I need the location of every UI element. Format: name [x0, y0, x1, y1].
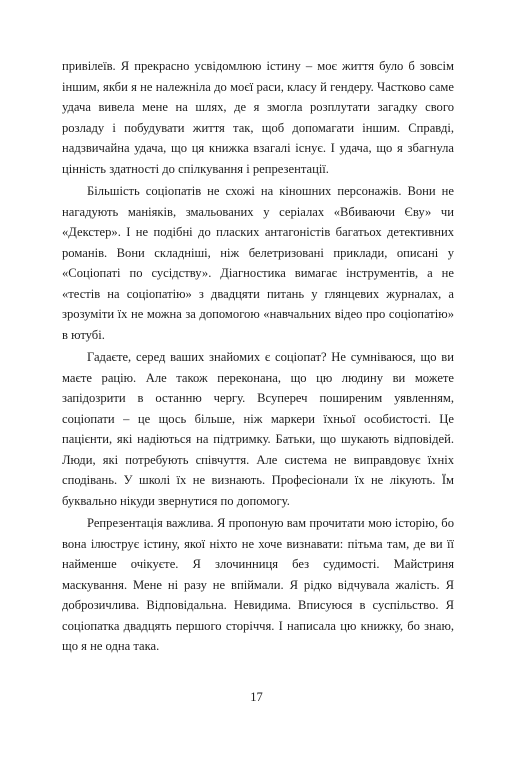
paragraph: Гадаєте, серед ваших знайомих є соціопат? Не сумніваюся, що ви маєте рацію. Але також переконана, що цю людину ви можете запідозрити в останню чергу. Всупереч поширеним уявленням, соціопати – це щось більше, ніж маркери їхньої особистості. Це пацієнти, які надіються на підтримку. Батьки, що шукають відповідей. Люди, які потребують співчуття. Але система не виправдовує їхніх сподівань. У школі їх не визнають. Професіонали їх не лікують. Їм буквально нікуди звернутися по допомогу.: [62, 350, 454, 508]
body-text: [62, 56, 454, 659]
paragraph: Репрезентація важлива. Я пропоную вам прочитати мою історію, бо вона ілюструє істину, якої ніхто не хоче визнавати: пітьма там, де ви її найменше очікуєте. Я злочинниця без судимості. Майстриня маскування. Мене ні разу не впіймали. Я рідко відчувала жалість. Я доброзичлива. Відповідальна. Невидима. Вписуюся в суспільство. Я соціопатка двадцять першого сторіччя. І написала цю книжку, бо знаю, що я не одна така.: [62, 516, 454, 653]
page-number: 17: [250, 690, 263, 704]
paragraph-continuation: привілеїв. Я прекрасно усвідомлюю істину – моє життя було б зовсім іншим, якби я не належніла до моєї раси, класу й гендеру. Частково саме удача вивела мене на шлях, де я змогла розплутати загадку свого розладу і побудувати життя так, щоб допомагати іншим. Справді, надзвичайна удача, що ця книжка взагалі існує. І удача, що я збагнула цінність здатності до спілкування і репрезентації.: [62, 59, 454, 176]
paragraph: Більшість соціопатів не схожі на кіношних персонажів. Вони не нагадують маніяків, змальованих у серіалах «Вбиваючи Єву» чи «Декстер». І не подібні до пласких антагоністів багатьох детективних романів. Вони складніші, ніж белетризовані приклади, описані у «Соціопаті по сусідству». Діагностика вимагає інструментів, а не «тестів на соціопатію» з двадцяти питань у глянцевих журналах, а зрозуміти їх не можна за допомогою «навчальних відео про соціопатію» в ютубі.: [62, 184, 454, 342]
